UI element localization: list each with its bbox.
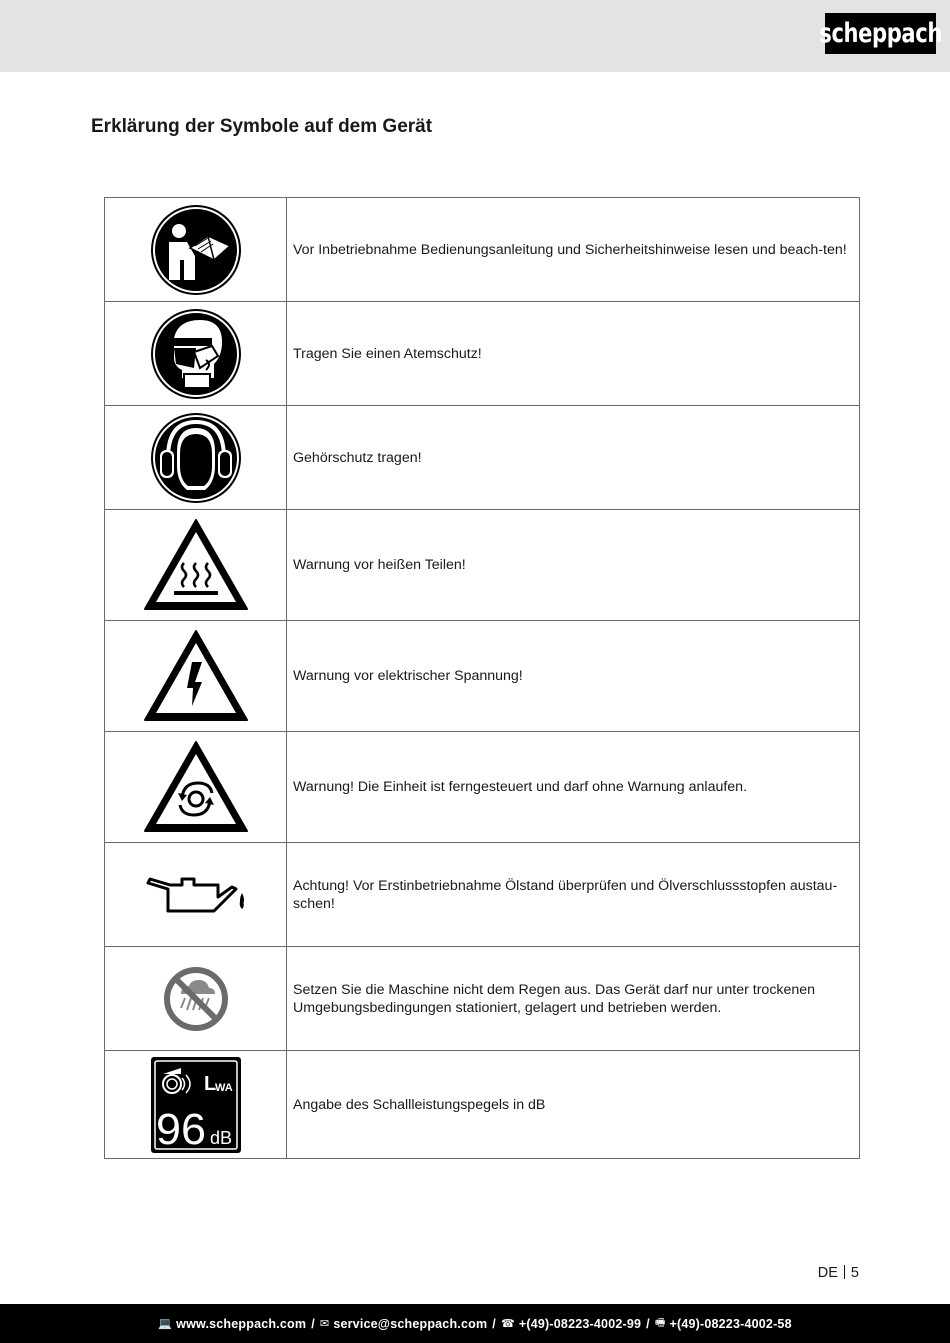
icon-cell xyxy=(105,843,287,947)
table-row xyxy=(105,947,860,1051)
table-row xyxy=(105,732,860,843)
page-language: DE xyxy=(817,1265,838,1281)
respiratory-protection-icon xyxy=(150,308,242,400)
lwa-label: L xyxy=(203,1072,216,1095)
page-title: Erklärung der Symbole auf dem Gerät xyxy=(91,116,433,137)
symbol-description: Setzen Sie die Maschine nicht dem Regen aus. Das Gerät darf nur unter trockenen Umgebungsbedingungen stationiert, gelagert und betrieben werden. xyxy=(287,947,860,1051)
logo-text: scheppach xyxy=(819,18,942,49)
symbol-description: Angabe des Schallleistungspegels in dB xyxy=(287,1051,860,1159)
db-unit: dB xyxy=(209,1127,232,1148)
footer-email[interactable]: service@scheppach.com xyxy=(333,1316,488,1331)
email-icon: ✉ xyxy=(319,1318,330,1330)
symbol-description: Warnung! Die Einheit ist ferngesteuert und darf ohne Warnung anlaufen. xyxy=(287,732,860,843)
icon-cell xyxy=(105,302,287,406)
symbol-description: Warnung vor heißen Teilen! xyxy=(287,510,860,621)
electric-voltage-warning-icon xyxy=(142,628,250,724)
icon-cell xyxy=(105,621,287,732)
table-row xyxy=(105,302,860,406)
scheppach-logo xyxy=(819,13,942,54)
header-band xyxy=(0,0,950,72)
table-row xyxy=(105,621,860,732)
read-manual-icon xyxy=(150,204,242,296)
table-row xyxy=(105,198,860,302)
footer-band xyxy=(0,1304,950,1343)
icon-cell xyxy=(105,1051,287,1159)
phone-icon: ☎ xyxy=(500,1318,515,1330)
computer-icon: 💻 xyxy=(158,1318,173,1330)
icon-cell xyxy=(105,947,287,1051)
no-rain-icon xyxy=(163,966,229,1032)
table-row xyxy=(105,843,860,947)
oil-can-icon xyxy=(144,873,248,917)
footer-separator: / xyxy=(311,1316,315,1331)
icon-cell xyxy=(105,406,287,510)
symbol-description: Achtung! Vor Erstinbetriebnahme Ölstand überprüfen und Ölverschlussstopfen austau-schen! xyxy=(287,843,860,947)
lwa-subscript: WA xyxy=(214,1081,233,1094)
symbol-description: Warnung vor elektrischer Spannung! xyxy=(287,621,860,732)
icon-cell xyxy=(105,198,287,302)
footer-separator: / xyxy=(492,1316,496,1331)
fax-icon: 🖷 xyxy=(654,1317,666,1329)
icon-cell xyxy=(105,732,287,843)
icon-cell xyxy=(105,510,287,621)
page-number-value: 5 xyxy=(850,1265,859,1281)
page-number-divider xyxy=(844,1265,845,1279)
sound-power-level-icon xyxy=(150,1056,242,1154)
page-number xyxy=(818,1265,859,1281)
symbol-table xyxy=(104,197,860,1159)
hot-surface-warning-icon xyxy=(142,517,250,613)
db-value: 96 xyxy=(155,1104,206,1154)
automatic-start-warning-icon xyxy=(142,739,250,835)
table-row xyxy=(105,510,860,621)
table-row xyxy=(105,406,860,510)
footer-fax: +(49)-08223-4002-58 xyxy=(669,1316,792,1331)
symbol-description: Vor Inbetriebnahme Bedienungsanleitung und Sicherheitshinweise lesen und beach-ten! xyxy=(287,198,860,302)
footer-phone[interactable]: +(49)-08223-4002-99 xyxy=(518,1316,642,1331)
hearing-protection-icon xyxy=(150,412,242,504)
symbol-description: Tragen Sie einen Atemschutz! xyxy=(287,302,860,406)
footer-website[interactable]: www.scheppach.com xyxy=(176,1316,307,1331)
footer-separator: / xyxy=(646,1316,650,1331)
table-row xyxy=(105,1051,860,1159)
symbol-description: Gehörschutz tragen! xyxy=(287,406,860,510)
